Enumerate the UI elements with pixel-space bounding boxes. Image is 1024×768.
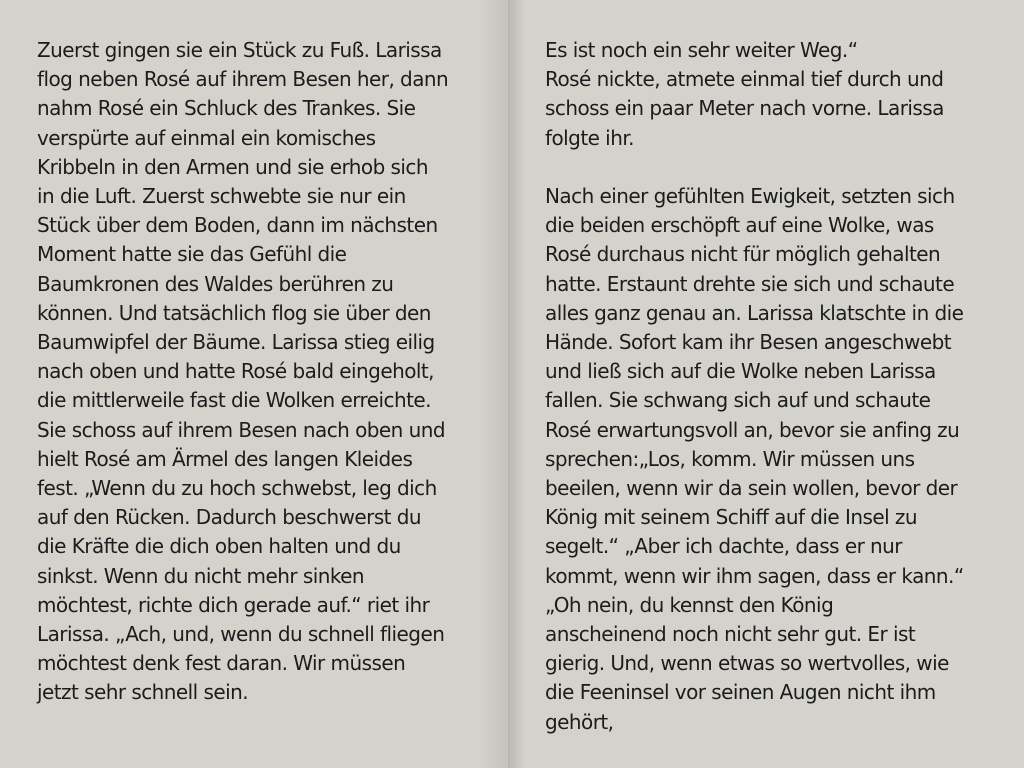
- text-line: gehört,: [545, 709, 614, 734]
- text-line: sinkst. Wenn du nicht mehr sinken: [37, 563, 365, 588]
- text-line: Larissa. „Ach, und, wenn du schnell fliegen: [37, 622, 445, 647]
- text-line: hielt Rosé am Ärmel des langen Kleides: [37, 446, 413, 471]
- text-line: Stück über dem Boden, dann im nächsten: [37, 213, 438, 238]
- text-line: nahm Rosé ein Schluck des Trankes. Sie: [37, 96, 416, 121]
- text-line: Nach einer gefühlten Ewigkeit, setzten sich: [545, 184, 955, 208]
- left-page[interactable]: [0, 0, 510, 768]
- text-line: alles ganz genau an. Larissa klatschte in die: [545, 300, 964, 325]
- text-line: können. Und tatsächlich flog sie über den: [37, 300, 431, 325]
- text-line: hatte. Erstaunt drehte sie sich und schaute: [545, 271, 955, 296]
- text-line: möchtest, richte dich gerade auf.“ riet ihr: [37, 592, 430, 617]
- text-line: in die Luft. Zuerst schwebte sie nur ein: [37, 184, 406, 209]
- right-page-paragraph-2: [545, 182, 1024, 737]
- text-line: König mit seinem Schiff auf die Insel zu: [545, 505, 917, 530]
- text-line: Moment hatte sie das Gefühl die: [37, 242, 347, 267]
- text-line: Zuerst gingen sie ein Stück zu Fuß. Larissa: [37, 38, 442, 62]
- paragraph-break: [545, 153, 1024, 182]
- text-line: „Oh nein, du kennst den König: [545, 592, 834, 617]
- text-line: segelt.“ „Aber ich dachte, dass er nur: [545, 534, 902, 559]
- text-line: Baumwipfel der Bäume. Larissa stieg eilig: [37, 330, 435, 355]
- text-line: fallen. Sie schwang sich auf und schaute: [545, 388, 931, 413]
- text-line: Baumkronen des Waldes berühren zu: [37, 271, 394, 296]
- text-line: sprechen:„Los, komm. Wir müssen uns: [545, 446, 915, 471]
- text-line: gierig. Und, wenn etwas so wertvolles, wie: [545, 651, 949, 676]
- text-line: beeilen, wenn wir da sein wollen, bevor der: [545, 476, 958, 501]
- text-line: nach oben und hatte Rosé bald eingeholt,: [37, 359, 434, 384]
- text-line: fest. „Wenn du zu hoch schwebst, leg dich: [37, 476, 437, 501]
- right-page-paragraph-1: [545, 36, 1024, 153]
- text-line: die Kräfte die dich oben halten und du: [37, 534, 401, 559]
- text-line: Hände. Sofort kam ihr Besen angeschwebt: [545, 330, 952, 355]
- text-line: flog neben Rosé auf ihrem Besen her, dann: [37, 67, 449, 92]
- text-line: und ließ sich auf die Wolke neben Larissa: [545, 359, 936, 384]
- text-line: möchtest denk fest daran. Wir müssen: [37, 651, 406, 676]
- text-line: folgte ihr.: [545, 125, 634, 150]
- text-line: kommt, wenn wir ihm sagen, dass er kann.“: [545, 563, 964, 588]
- right-page[interactable]: [510, 0, 1024, 768]
- text-line: Rosé durchaus nicht für möglich gehalten: [545, 242, 941, 267]
- text-line: Kribbeln in den Armen und sie erhob sich: [37, 154, 429, 179]
- text-line: jetzt sehr schnell sein.: [37, 680, 249, 705]
- left-page-text: [37, 36, 510, 708]
- text-line: Sie schoss auf ihrem Besen nach oben und: [37, 417, 445, 442]
- text-line: die mittlerweile fast die Wolken erreichte.: [37, 388, 431, 413]
- text-line: auf den Rücken. Dadurch beschwerst du: [37, 505, 422, 530]
- text-line: die Feeninsel vor seinen Augen nicht ihm: [545, 680, 936, 705]
- text-line: anscheinend noch nicht sehr gut. Er ist: [545, 622, 916, 647]
- text-line: Es ist noch ein sehr weiter Weg.“: [545, 38, 858, 62]
- text-line: die beiden erschöpft auf eine Wolke, was: [545, 213, 934, 238]
- text-line: verspürte auf einmal ein komisches: [37, 125, 376, 150]
- text-line: Rosé nickte, atmete einmal tief durch und: [545, 67, 944, 92]
- text-line: schoss ein paar Meter nach vorne. Larissa: [545, 96, 944, 121]
- text-line: Rosé erwartungsvoll an, bevor sie anfing zu: [545, 417, 960, 442]
